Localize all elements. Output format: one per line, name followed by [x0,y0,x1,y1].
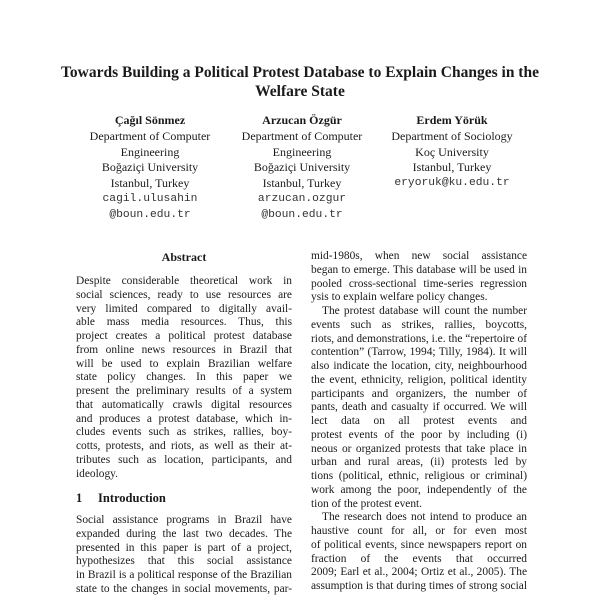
text-line: will be used to explain Brazilian welfare [76,357,292,370]
text-line: able mass media resources. Thus, this [76,316,292,329]
author-email: cagil.ulusahin [102,192,198,205]
author-affiliation: Istanbul, Turkey [110,176,190,191]
text-line: social sciences, ready to use resources are [76,288,292,301]
author-name: Erdem Yörük [416,113,488,127]
text-line: Despite considerable theoretical work in [76,275,292,287]
text-line: ysis to explain welfare policy changes. [311,291,488,304]
text-line: present the preliminary results of a system [76,385,292,397]
text-line: participants and organizers, the number of [311,387,527,400]
text-line: state to the changes in social movements, par- [76,582,292,595]
section-heading [76,491,166,506]
text-line: expanded during the last two decades. The [76,527,292,540]
text-line: riots, and demonstrations, i.e. the “repertoire of [311,332,527,345]
text-line: hypothesizes that this social assistance [76,555,292,568]
author-affiliation: Department of Sociology [391,128,513,143]
author-affiliation: Department of Computer [89,128,211,143]
text-line: mid-1980s, when new social assistance [311,250,527,262]
author-affiliation: Engineering [120,144,180,159]
section-title: Introduction [98,491,166,505]
author-affiliation: Istanbul, Turkey [262,176,342,191]
text-line: fraction of the events that occurred [311,552,527,565]
text-line: Social assistance programs in Brazil have [76,514,292,526]
text-line: pants, death and casualty if occurred. We will [311,401,527,414]
paper-title [40,63,560,101]
author-email: arzucan.ozgur [257,192,347,205]
text-line: tion of the protest event. [311,497,423,510]
text-line: urban and rural areas, (ii) protests led by [311,456,527,469]
text-line: project creates a political protest database [76,330,292,342]
text-line: state policy changes. In this paper we [76,371,292,384]
author-name: Çağıl Sönmez [114,113,186,127]
text-line: assumption is that during times of strong social [311,580,527,592]
author-affiliation: Engineering [272,144,332,159]
text-line: the event, ethnicity, religion, political identity [311,373,527,386]
text-line: ideology. [76,467,118,480]
text-line: tributes such as location, participants, and [76,453,292,466]
text-line: The research does not intend to produce an [322,511,527,524]
title-line: Welfare State [255,83,345,100]
text-line: tions (political, ethnic, religious or criminal) [311,470,527,482]
right-column-body [311,250,527,594]
text-line: very limited compared to digitally avail- [76,302,292,315]
text-line: haustive count for all, or for even most [311,525,527,537]
title-line: Towards Building a Political Protest Database to Explain Changes in the [61,64,539,81]
text-line: 2009; Earl et al., 2004; Ortiz et al., 2005). The [311,566,527,579]
text-line: in Brazil is a political response of the Brazilian [76,569,292,581]
author-affiliation: Department of Computer [241,128,363,143]
text-line: The protest database will count the number [322,305,527,317]
text-line: began to emerge. This database will be used in [311,263,527,276]
author-affiliation: Boğaziçi University [101,160,199,175]
text-line: events such as strikes, rallies, boycotts, [311,318,527,331]
text-line: contention” (Tarrow, 1994; Tilly, 1984). It will [311,346,527,359]
text-line: neous or organized protests that take place in [311,442,527,455]
text-line: of political events, since newspapers report on [311,538,527,551]
abstract-body [76,275,292,481]
text-line: from online news resources in Brazil that [76,343,292,356]
introduction-body [76,514,292,597]
author-affiliation: Koç University [415,144,489,159]
text-line: lect data on all protest events and [311,415,527,427]
text-line: cludes events such as strikes, rallies, boy- [76,426,292,439]
author-name: Arzucan Özgür [262,113,342,127]
text-line: presented in this paper is part of a project, [76,541,292,554]
text-line: cotts, protests, and riots, as well as their at- [76,440,292,452]
author-affiliation: Istanbul, Turkey [412,160,492,175]
section-number: 1 [76,491,83,505]
text-line: also indicate the location, city, neighbourhood [311,360,527,372]
author-affiliation: Boğaziçi University [253,160,351,175]
text-line: work among the poor, independently of the [311,483,527,496]
text-line: protest events of the poor by including (i) [311,428,527,441]
author-block [362,113,542,192]
text-line: that automatically crawls digital resources [76,398,292,411]
text-line: pooled cross-sectional time-series regression [311,277,527,290]
author-email: eryoruk@ku.edu.tr [394,177,510,190]
author-email: @boun.edu.tr [261,208,343,221]
abstract-heading: Abstract [161,250,207,264]
author-email: @boun.edu.tr [109,208,191,221]
text-line: and produces a protest database, which in- [76,412,292,425]
